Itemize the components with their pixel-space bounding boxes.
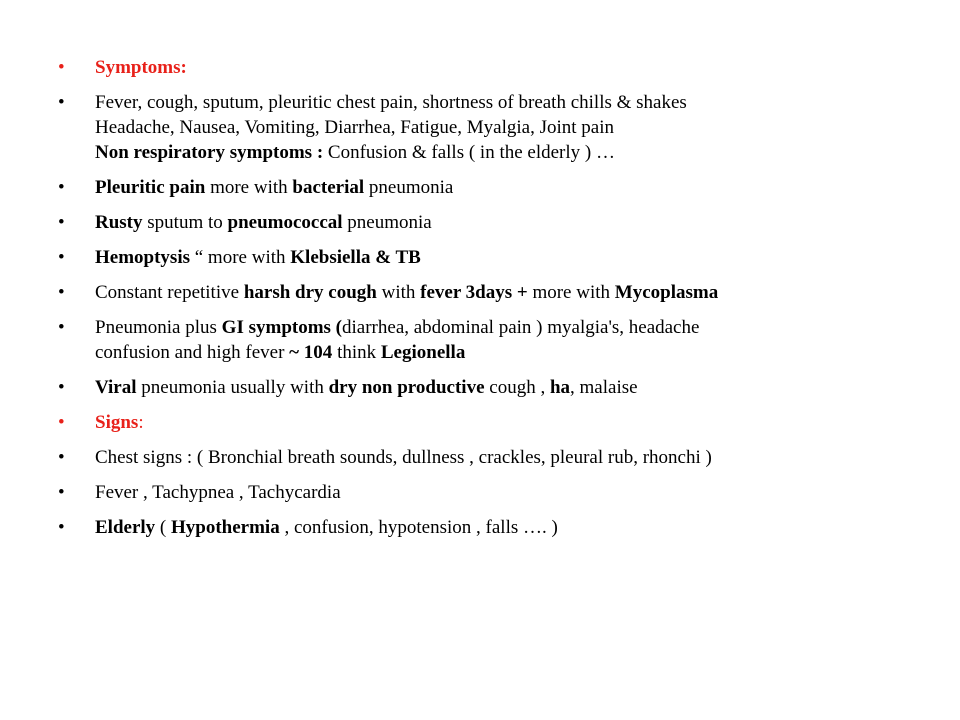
bullet-text: Headache, Nausea, Vomiting, Diarrhea, Fatigue, Myalgia, Joint pain [95,117,615,138]
bullet-text: ha [549,377,571,398]
bullet-text: Hypothermia [171,517,280,538]
bullet-text: “ more with [190,247,291,268]
bullet-line [95,245,938,270]
bullet-text: pneumonia [342,212,432,233]
bullet-text: Fever , Tachypnea , Tachycardia [95,482,341,503]
bullet-dot-icon: • [58,517,65,538]
bullet-text: Klebsiella & TB [290,247,421,268]
bullet-line [95,445,938,470]
bullet-dot-icon: • [58,212,65,233]
bullet-dot-icon: • [58,177,65,198]
bullet-dot-icon: • [58,447,65,468]
bullet-dot-icon: • [58,317,65,338]
bullet-line [95,515,938,540]
bullet-text: Mycoplasma [614,282,719,303]
bullet-mycoplasma [58,280,938,305]
bullet-dot-icon: • [58,482,65,503]
bullet-dot-icon: • [58,412,65,433]
bullet-chest-signs [58,445,938,470]
bullet-line [95,375,938,400]
bullet-text: Viral [95,377,137,398]
bullet-text: confusion and high fever [95,342,290,363]
bullet-text: Symptoms: [95,57,187,78]
bullet-text: Fever, cough, sputum, pleuritic chest pain, shortness of breath chills & shakes [95,92,687,113]
bullet-text: Hemoptysis [95,247,190,268]
bullet-text: Confusion & falls ( in the elderly ) … [323,142,615,163]
bullet-text: think [332,342,381,363]
bullet-line [95,315,938,340]
bullet-list [58,55,938,550]
bullet-line [95,410,938,435]
bullet-text: Pneumonia plus [95,317,222,338]
bullet-text: : [138,412,144,433]
bullet-line [95,210,938,235]
bullet-text: Chest signs : ( Bronchial breath sounds, dullness , crackles, pleural rub, rhonchi ) [95,447,712,468]
bullet-text: Pleuritic pain [95,177,206,198]
bullet-text: ~ 104 [289,342,333,363]
bullet-line [95,55,938,80]
bullet-vital-signs [58,480,938,505]
bullet-text: , confusion, hypotension , falls …. ) [279,517,558,538]
bullet-line [95,90,938,115]
bullet-dot-icon: • [58,377,65,398]
bullet-viral-pneumonia [58,375,938,400]
bullet-rusty-sputum [58,210,938,235]
bullet-hemoptysis [58,245,938,270]
bullet-line [95,175,938,200]
bullet-text: more with [527,282,615,303]
bullet-line [95,280,938,305]
bullet-line [95,340,938,365]
bullet-dot-icon: • [58,57,65,78]
bullet-text: dry non productive [328,377,485,398]
bullet-text: Rusty [95,212,143,233]
bullet-text: ( [155,517,171,538]
bullet-line [95,140,938,165]
bullet-text: with [376,282,421,303]
bullet-text: diarrhea, abdominal pain ) myalgia's, headache [342,317,700,338]
bullet-text: harsh dry cough [243,282,377,303]
bullet-text: Non respiratory symptoms : [95,142,324,163]
bullet-text: Signs [95,412,139,433]
bullet-line [95,480,938,505]
bullet-dot-icon: • [58,92,65,113]
bullet-general-symptoms [58,90,938,165]
bullet-signs-heading [58,410,938,435]
bullet-line [95,115,938,140]
bullet-text: pneumococcal [227,212,343,233]
bullet-text: bacterial [292,177,365,198]
bullet-text: Constant repetitive [95,282,244,303]
bullet-text: fever 3days + [420,282,528,303]
bullet-text: pneumonia [364,177,454,198]
bullet-dot-icon: • [58,247,65,268]
bullet-symptoms-heading [58,55,938,80]
bullet-legionella [58,315,938,365]
bullet-text: pneumonia usually with [136,377,329,398]
bullet-text: more with [205,177,293,198]
bullet-text: , malaise [570,377,638,398]
bullet-text: sputum to [142,212,228,233]
bullet-dot-icon: • [58,282,65,303]
bullet-text: cough , [484,377,550,398]
bullet-text: GI symptoms ( [221,317,343,338]
bullet-pleuritic-pain [58,175,938,200]
bullet-elderly [58,515,938,540]
bullet-text: Legionella [380,342,466,363]
bullet-text: Elderly [95,517,156,538]
